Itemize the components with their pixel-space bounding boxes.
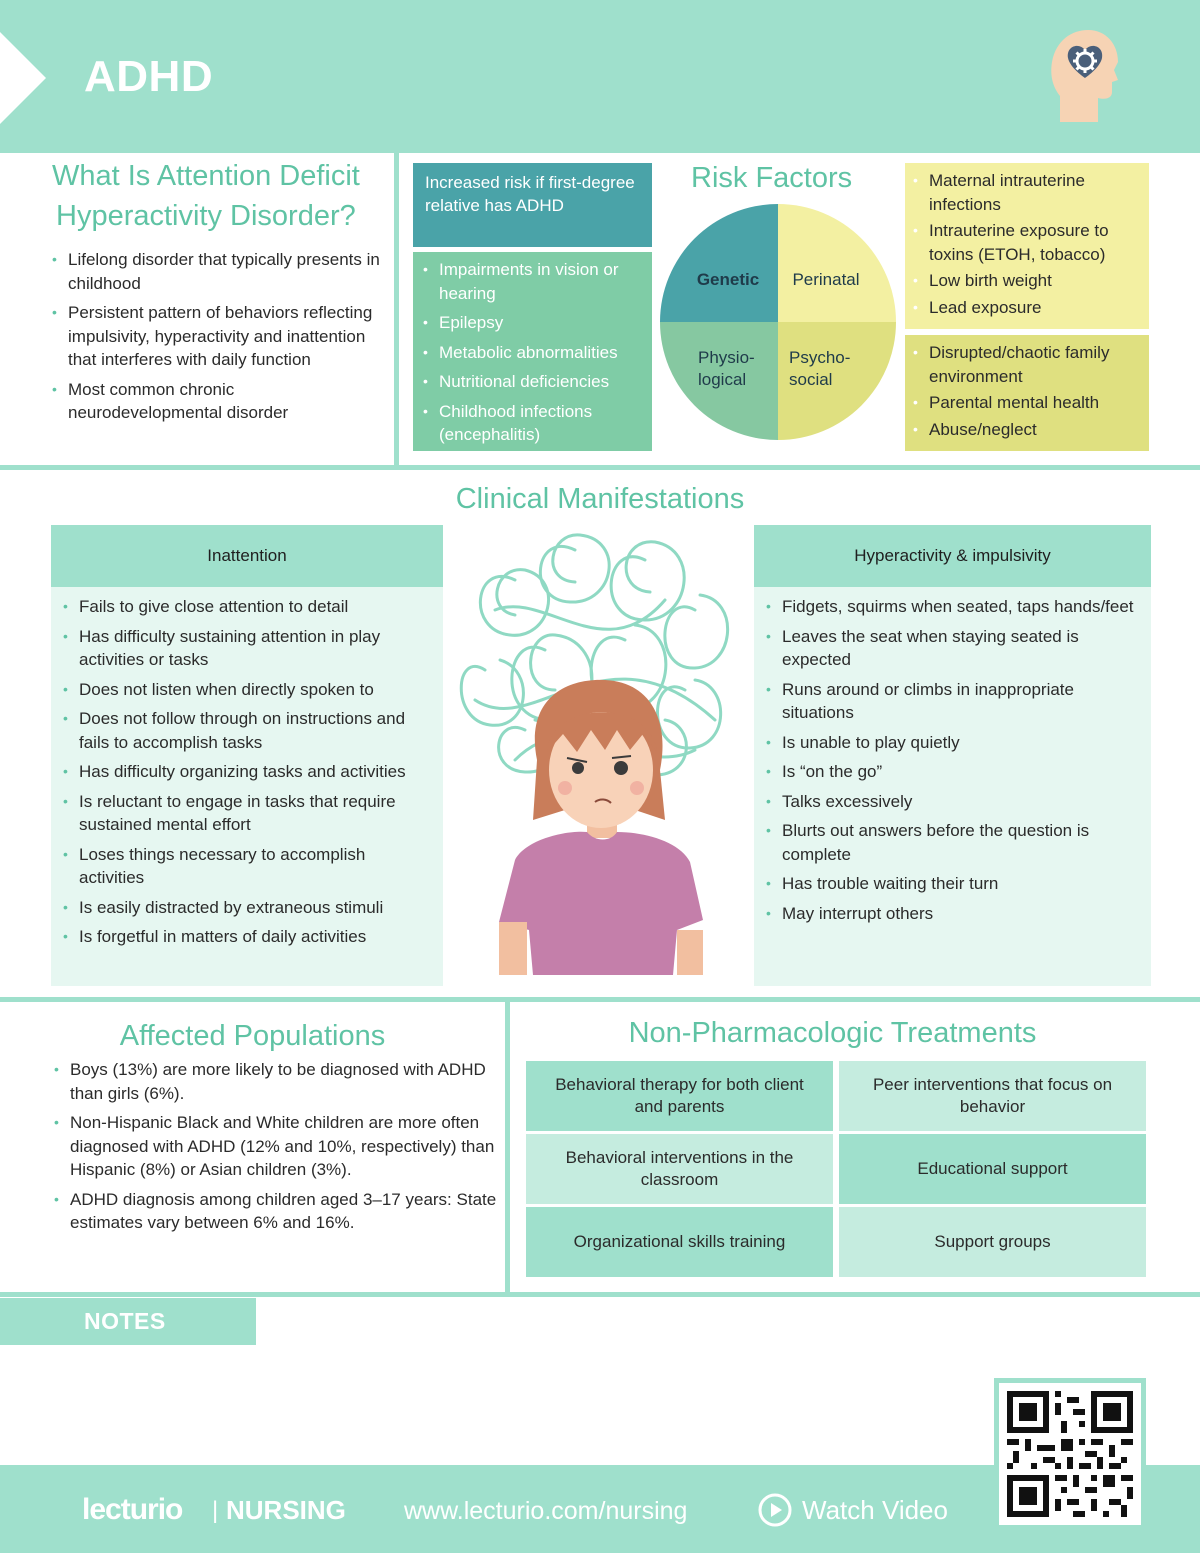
notes-tab xyxy=(0,1298,256,1345)
affected-list xyxy=(52,1058,497,1241)
clinical-title: Clinical Manifestations xyxy=(455,483,745,515)
list-item: • Has difficulty organizing tasks and activities xyxy=(61,760,433,784)
qr-code[interactable] xyxy=(994,1378,1146,1530)
list-item: • Persistent pattern of behaviors reflecting impulsivity, hyperactivity and inattention that interferes with daily function xyxy=(50,301,380,372)
play-icon[interactable] xyxy=(758,1493,792,1527)
qr-code-pattern xyxy=(1007,1391,1133,1517)
list-item: • Metabolic abnormalities xyxy=(421,341,644,365)
list-item: • Is reluctant to engage in tasks that require sustained mental effort xyxy=(61,790,433,837)
risk-factors-pie xyxy=(660,204,896,440)
list-item: • Most common chronic neurodevelopmental disorder xyxy=(50,378,380,425)
list-item: • Parental mental health xyxy=(911,391,1143,415)
list-item: • Intrauterine exposure to toxins (ETOH, tobacco) xyxy=(911,219,1143,266)
what-is-list xyxy=(50,248,380,431)
list-item: • Impairments in vision or hearing xyxy=(421,258,644,305)
what-is-title-line1: What Is Attention Deficit xyxy=(52,160,360,192)
list-item: • Boys (13%) are more likely to be diagnosed with ADHD than girls (6%). xyxy=(52,1058,497,1105)
psychosocial-risk-box xyxy=(905,335,1149,451)
list-item: • Childhood infections (encephalitis) xyxy=(421,400,644,447)
list-item: • Abuse/neglect xyxy=(911,418,1143,442)
affected-title: Affected Populations xyxy=(119,1020,386,1052)
pie-genetic xyxy=(660,204,778,322)
treatment-cell: Behavioral interventions in the classroom xyxy=(526,1134,833,1204)
treatment-cell: Support groups xyxy=(839,1207,1146,1277)
list-item: • Is forgetful in matters of daily activities xyxy=(61,925,433,949)
treatment-cell: Educational support xyxy=(839,1134,1146,1204)
divider-2 xyxy=(0,465,1200,470)
header-banner xyxy=(0,0,1200,148)
pie-label-genetic: Genetic xyxy=(696,270,760,289)
risk-factors-title: Risk Factors xyxy=(691,162,853,194)
list-item: • Low birth weight xyxy=(911,269,1143,293)
pie-label-physio-1: Physio- xyxy=(698,348,755,367)
hyperactivity-heading: Hyperactivity & impulsivity xyxy=(754,525,1151,587)
lecturio-logo[interactable]: lecturio xyxy=(82,1493,183,1526)
list-item: • Talks excessively xyxy=(764,790,1141,814)
pie-label-psycho-1: Psycho- xyxy=(789,348,851,367)
list-item: • Has trouble waiting their turn xyxy=(764,872,1141,896)
list-item: • Runs around or climbs in inappropriate situations xyxy=(764,678,1141,725)
head-gear-icon xyxy=(1048,26,1120,122)
list-item: • Has difficulty sustaining attention in play activities or tasks xyxy=(61,625,433,672)
footer-separator: | xyxy=(212,1497,219,1524)
list-item: • Disrupted/chaotic family environment xyxy=(911,341,1143,388)
list-item: • Loses things necessary to accomplish activities xyxy=(61,843,433,890)
divider-3 xyxy=(0,997,1200,1002)
list-item: • Is “on the go” xyxy=(764,760,1141,784)
page-title: ADHD xyxy=(84,52,214,101)
genetic-risk-text: Increased risk if first-degree relative has ADHD xyxy=(425,173,635,215)
list-item: • Is easily distracted by extraneous stimuli xyxy=(61,896,433,920)
treatments-title: Non-Pharmacologic Treatments xyxy=(628,1017,1037,1049)
list-item: • Nutritional deficiencies xyxy=(421,370,644,394)
physiological-risk-box xyxy=(413,252,652,451)
inattention-heading: Inattention xyxy=(51,525,443,587)
what-is-title-line2: Hyperactivity Disorder? xyxy=(56,200,356,232)
pie-label-perinatal: Perinatal xyxy=(792,270,860,289)
list-item: • May interrupt others xyxy=(764,902,1141,926)
list-item: • Epilepsy xyxy=(421,311,644,335)
hyperactivity-panel xyxy=(754,525,1151,986)
list-item: • Fidgets, squirms when seated, taps hands/feet xyxy=(764,595,1141,619)
list-item: • Is unable to play quietly xyxy=(764,731,1141,755)
list-item: • Non-Hispanic Black and White children are more often diagnosed with ADHD (12% and 10%, respectively) than Hispanic (8%) or Asian children (3%). xyxy=(52,1111,497,1182)
list-item: • Fails to give close attention to detail xyxy=(61,595,433,619)
list-item: • Maternal intrauterine infections xyxy=(911,169,1143,216)
notes-label: NOTES xyxy=(84,1308,166,1334)
footer-url-link[interactable]: www.lecturio.com/nursing xyxy=(404,1497,688,1525)
list-item: • Blurts out answers before the question is complete xyxy=(764,819,1141,866)
divider-vertical-1 xyxy=(394,148,399,468)
perinatal-risk-box xyxy=(905,163,1149,329)
treatments-grid xyxy=(526,1061,1146,1277)
pie-label-psycho-2: social xyxy=(789,370,833,389)
nursing-label: NURSING xyxy=(226,1495,346,1525)
confused-girl-illustration xyxy=(455,520,745,980)
list-item: • Leaves the seat when staying seated is expected xyxy=(764,625,1141,672)
header-arrow-shape xyxy=(0,32,46,124)
list-item: • Lifelong disorder that typically presents in childhood xyxy=(50,248,380,295)
genetic-risk-box xyxy=(413,163,652,247)
list-item: • Lead exposure xyxy=(911,296,1143,320)
pie-perinatal xyxy=(778,204,896,322)
pie-label-physio-2: logical xyxy=(698,370,747,389)
list-item: • ADHD diagnosis among children aged 3–17 years: State estimates vary between 6% and 16%. xyxy=(52,1188,497,1235)
inattention-panel xyxy=(51,525,443,986)
treatment-cell: Peer interventions that focus on behavior xyxy=(839,1061,1146,1131)
treatment-cell: Behavioral therapy for both client and parents xyxy=(526,1061,833,1131)
list-item: • Does not follow through on instructions and fails to accomplish tasks xyxy=(61,707,433,754)
treatment-cell: Organizational skills training xyxy=(526,1207,833,1277)
divider-4 xyxy=(0,1292,1200,1297)
watch-video-link[interactable]: Watch Video xyxy=(802,1495,948,1525)
list-item: • Does not listen when directly spoken to xyxy=(61,678,433,702)
divider-top xyxy=(0,148,1200,153)
